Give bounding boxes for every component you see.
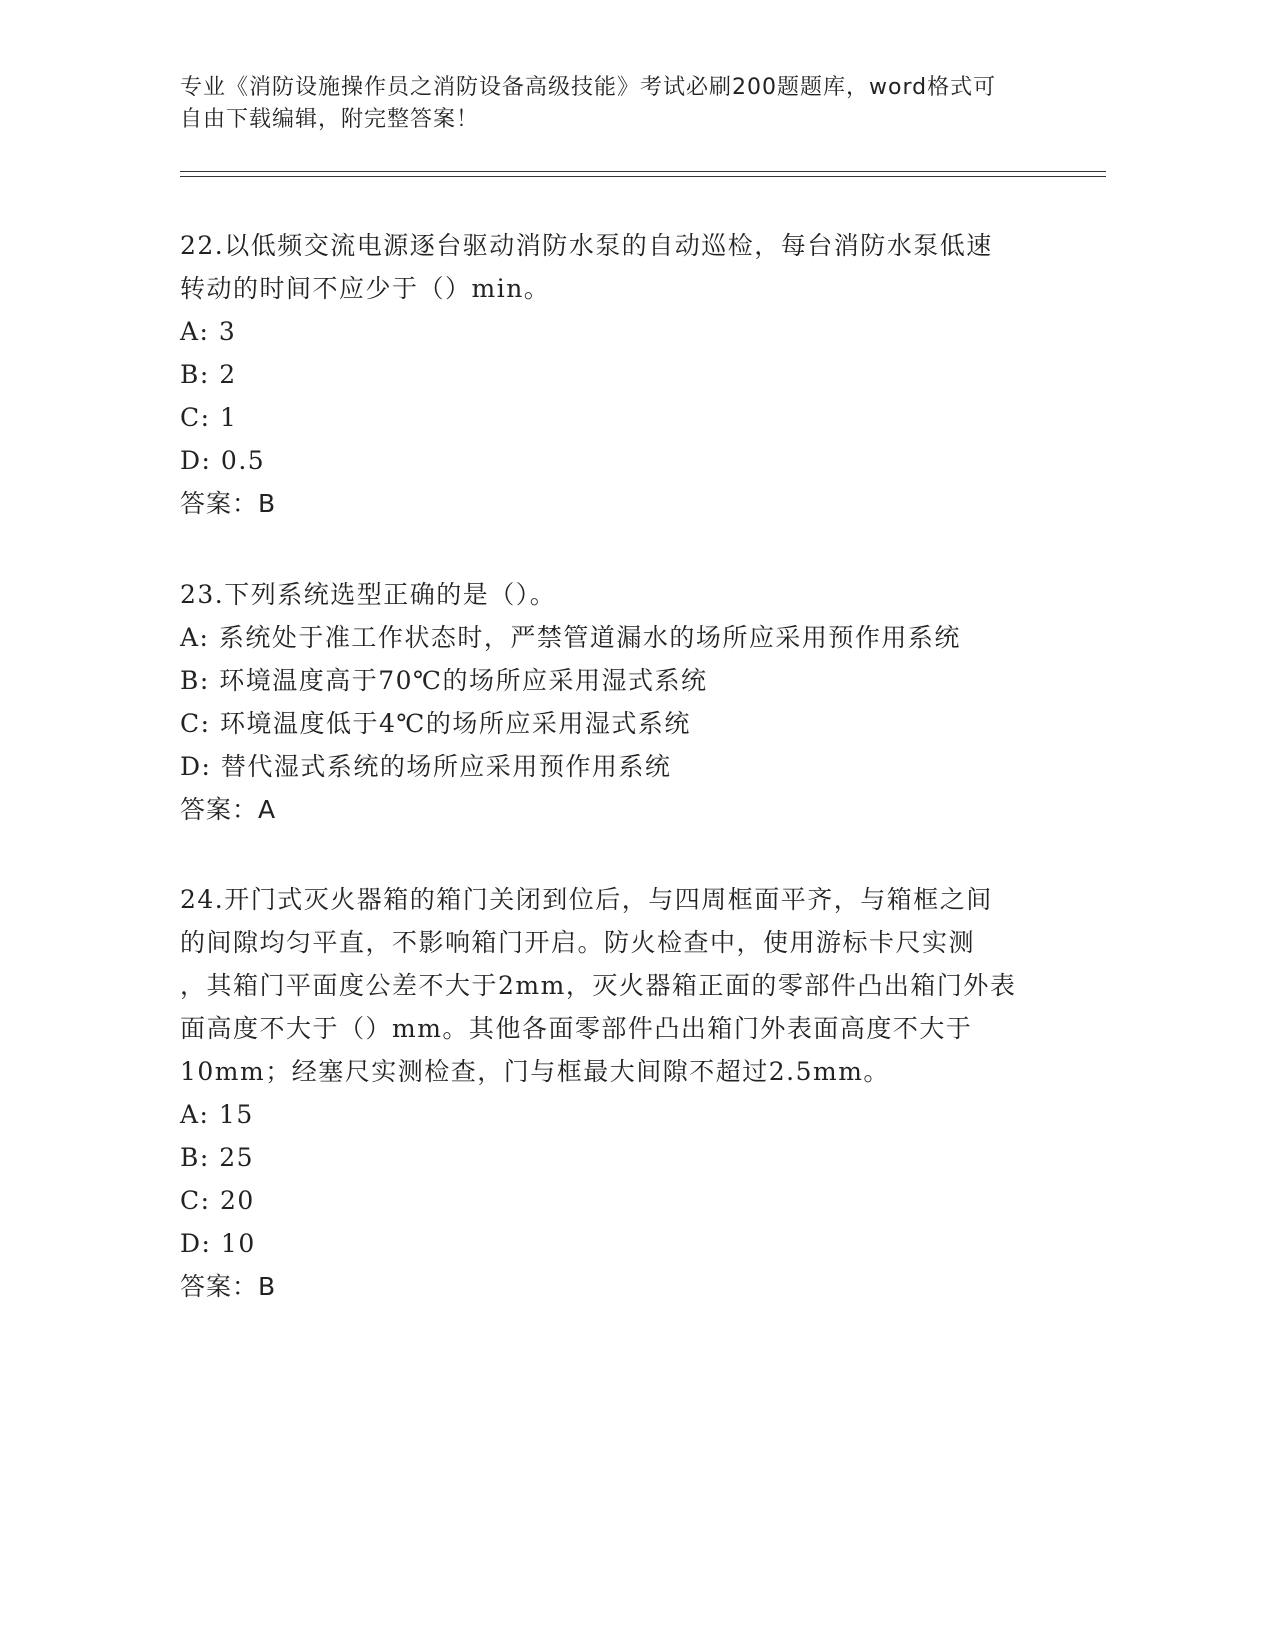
question-24 (180, 878, 1060, 1308)
option-d: D: 10 (180, 1229, 256, 1258)
option-b: B: 25 (180, 1143, 255, 1172)
question-22 (180, 224, 1060, 525)
document-header (180, 72, 1050, 136)
option-d: D: 0.5 (180, 446, 266, 475)
question-stem-line: 23.下列系统选型正确的是（）。 (180, 580, 557, 609)
question-stem-line: 10mm；经塞尺实测检查，门与框最大间隙不超过2.5mm。 (180, 1057, 890, 1086)
answer-line: 答案：A (180, 795, 277, 824)
answer-line: 答案：B (180, 1272, 277, 1301)
header-divider-bottom (180, 176, 1106, 177)
option-c: C: 1 (180, 403, 238, 432)
question-stem-line: 转动的时间不应少于（）min。 (180, 274, 551, 303)
header-line-2: 自由下载编辑，附完整答案！ (180, 107, 480, 132)
question-stem-line: 24.开门式灭火器箱的箱门关闭到位后，与四周框面平齐，与箱框之间 (180, 885, 993, 914)
header-divider-top (180, 171, 1106, 172)
question-stem-line: ，其箱门平面度公差不大于2mm，灭火器箱正面的零部件凸出箱门外表 (180, 971, 1017, 1000)
question-stem-line: 面高度不大于（）mm。其他各面零部件凸出箱门外表面高度不大于 (180, 1014, 973, 1043)
option-b: B: 2 (180, 360, 237, 389)
header-line-1: 专业《消防设施操作员之消防设备高级技能》考试必刷200题题库，word格式可 (180, 75, 997, 100)
option-b: B: 环境温度高于70℃的场所应采用湿式系统 (180, 666, 708, 695)
option-c: C: 环境温度低于4℃的场所应采用湿式系统 (180, 709, 691, 738)
answer-line: 答案：B (180, 489, 277, 518)
option-a: A: 3 (180, 317, 237, 346)
option-a: A: 15 (180, 1100, 254, 1129)
question-stem-line: 22.以低频交流电源逐台驱动消防水泵的自动巡检，每台消防水泵低速 (180, 231, 993, 260)
option-a: A: 系统处于准工作状态时，严禁管道漏水的场所应采用预作用系统 (180, 623, 961, 652)
option-c: C: 20 (180, 1186, 255, 1215)
question-stem-line: 的间隙均匀平直，不影响箱门开启。防火检查中，使用游标卡尺实测 (180, 928, 976, 957)
question-23 (180, 573, 1060, 831)
option-d: D: 替代湿式系统的场所应采用预作用系统 (180, 752, 672, 781)
